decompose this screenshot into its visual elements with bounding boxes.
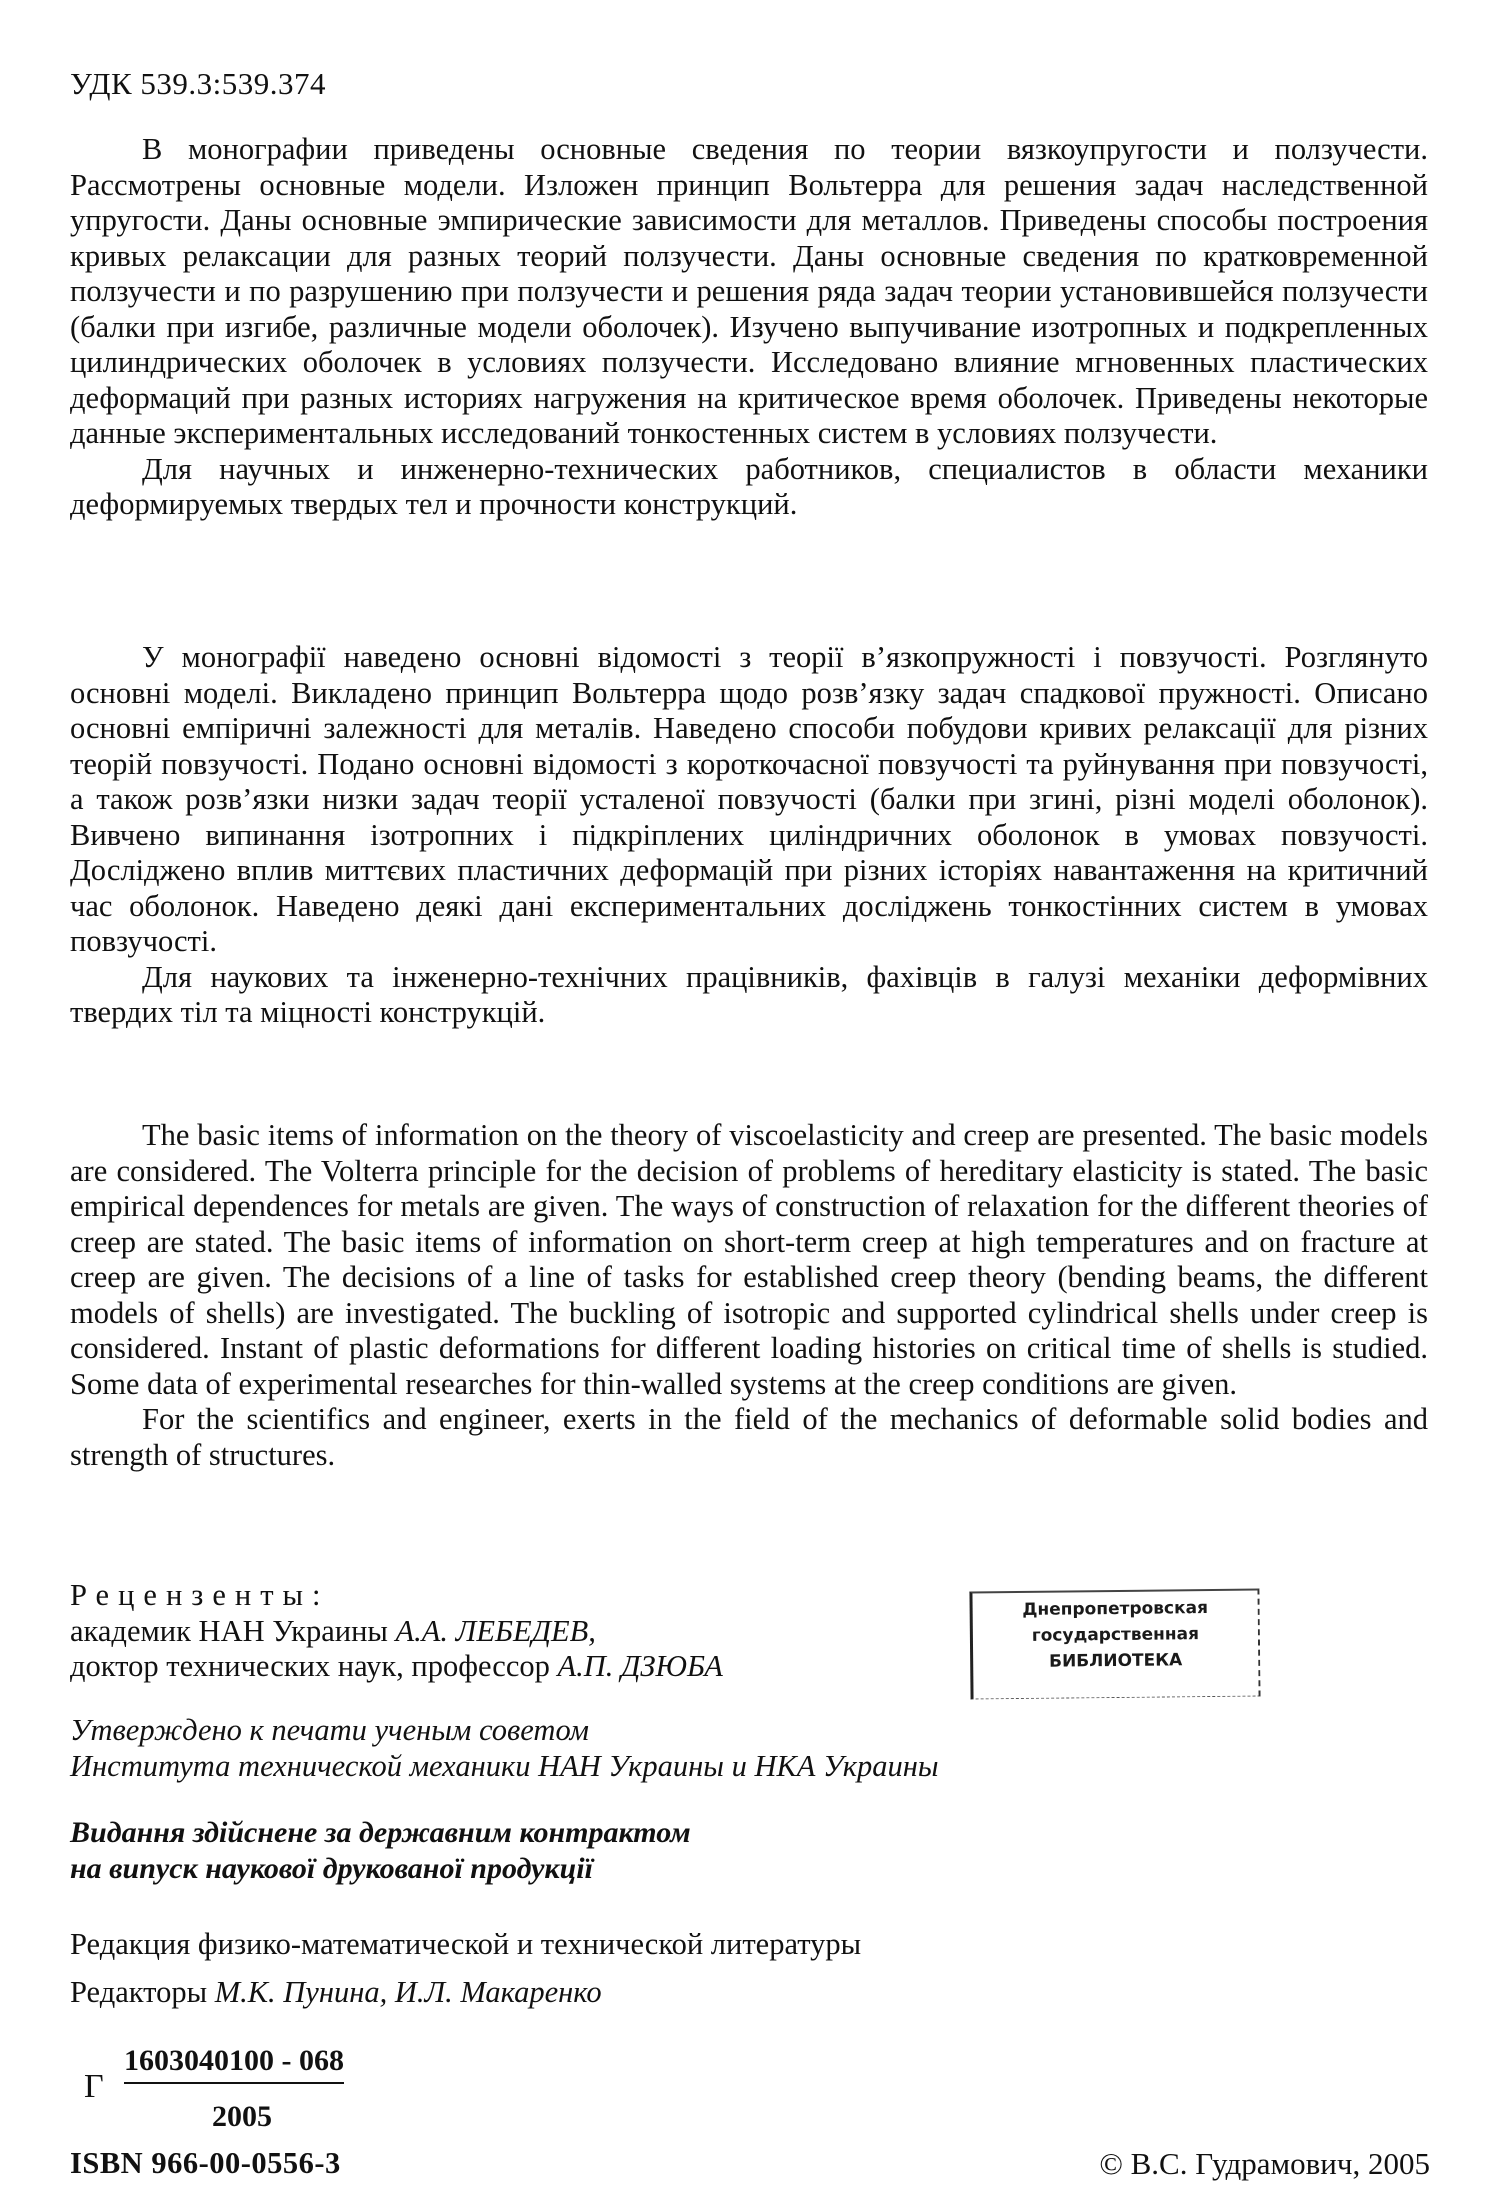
code-year: 2005 (212, 2100, 272, 2133)
editors-names: М.К. Пунина, И.Л. Макаренко (214, 1975, 602, 2009)
reviewer-1-name: А.А. ЛЕБЕДЕВ, (395, 1613, 596, 1648)
reviewer-2-name: А.П. ДЗЮБА (557, 1649, 723, 1683)
udk-code: УДК 539.3:539.374 (70, 66, 327, 101)
abstract-en-paragraph-2: For the scientifics and engineer, exerts in the field of the mechanics of deformable solid bodies and strength of structures. (70, 1402, 1428, 1472)
contract-line-2: на випуск наукової друкованої продукції (70, 1852, 593, 1885)
reviewers-block (70, 1578, 723, 1685)
editors-label: Редакторы (70, 1975, 215, 2009)
approval-note (70, 1712, 939, 1784)
editorial-info (70, 1920, 861, 2016)
editorial-office: Редакция физико-математической и технической литературы (70, 1927, 862, 1961)
copyright: © В.С. Гудрамович, 2005 (1099, 2146, 1430, 2181)
library-stamp (969, 1588, 1260, 1699)
reviewers-title: Рецензенты: (70, 1578, 330, 1612)
stamp-line-1: Днепропетровская (1022, 1598, 1209, 1620)
abstract-ru-paragraph-2: Для научных и инженерно-технических работников, специалистов в области механики деформируемых твердых тел и прочности конструкций. (70, 451, 1428, 521)
isbn: ISBN 966-00-0556-3 (70, 2146, 341, 2180)
abstract-uk-paragraph-2: Для наукових та інженерно-технічних працівників, фахівців в галузі механіки деформівних твердих тіл та міцності конструкцій. (70, 959, 1428, 1029)
stamp-line-3: БИБЛИОТЕКА (1048, 1650, 1183, 1672)
contract-line-1: Видання здійснене за державним контрактом (70, 1816, 691, 1849)
abstract-ukrainian (70, 640, 1428, 1031)
stamp-line-2: государственная (1031, 1624, 1200, 1646)
abstract-ru-paragraph-1: В монографии приведены основные сведения по теории вязкоупругости и ползучести. Рассмотрены основные модели. Изложен принцип Вольтерра для решения задач наследственной упругости. Даны основные эмпирические зависимости для металлов. Приведены способы построения кривых релаксации для разных теорий ползучести. Даны основные сведения по кратковременной ползучести и по разрушению при ползучести и решения ряда задач теории установившейся ползучести (балки при изгибе, различные модели оболочек). Изучено выпучивание изотропных и подкрепленных цилиндрических оболочек в условиях ползучести. Исследовано влияние мгновенных пластических деформаций при разных историях нагружения на критическое время оболочек. Приведены некоторые данные экспериментальных исследований тонкостенных систем в условиях ползучести. (70, 132, 1428, 450)
state-contract-note (70, 1815, 691, 1887)
abstract-uk-paragraph-1: У монографії наведено основні відомості з теорії в’язкопружності і повзучості. Розглянуто основні моделі. Викладено принцип Вольтерра щодо розв’язку задач спадкової пружності. Описано основні емпіричні залежності для металів. Наведено способи побудови кривих релаксації для різних теорій повзучості. Подано основні відомості з короткочасної повзучості та руйнування при повзучості, а також розв’язки низки задач теорії усталеної повзучості (балки при згині, різні моделі оболонок). Вивчено випинання ізотропних і підкріплених циліндричних оболонок в умовах повзучості. Досліджено вплив миттєвих пластичних деформацій при різних історіях навантаження на критичний час оболонок. Наведено деякі дані експериментальних досліджень тонкостінних систем в умовах повзучості. (70, 640, 1428, 958)
abstract-english (70, 1118, 1428, 1473)
abstract-russian (70, 132, 1428, 523)
reviewer-1-title: академик НАН Украины (70, 1613, 396, 1648)
code-number: 1603040100 - 068 (124, 2044, 344, 2084)
approval-line-1: Утверждено к печати ученым советом (70, 1713, 589, 1747)
reviewer-2 (70, 1649, 723, 1685)
reviewer-1 (70, 1614, 723, 1650)
abstract-en-paragraph-1: The basic items of information on the theory of viscoelasticity and creep are presented. The basic models are considered. The Volterra principle for the decision of problems of hereditary elasticity is stated. The basic empirical dependences for metals are given. The ways of construction of relaxation for the different theories of creep are stated. The basic items of information on short-term creep at high temperatures and on fracture at creep are given. The decisions of a line of tasks for established creep theory (bending beams, the different models of shells) are investigated. The buckling of isotropic and supported cylindrical shells under creep is considered. Instant of plastic deformations for different loading histories on critical time of shells is studied. Some data of experimental researches for thin-walled systems at the creep conditions are given. (70, 1118, 1428, 1401)
reviewer-2-title: доктор технических наук, профессор (70, 1649, 558, 1683)
editors-line (70, 1968, 861, 2016)
code-letter: Г (84, 2068, 104, 2105)
approval-line-2: Института технической механики НАН Украины и НКА Украины (70, 1749, 939, 1783)
